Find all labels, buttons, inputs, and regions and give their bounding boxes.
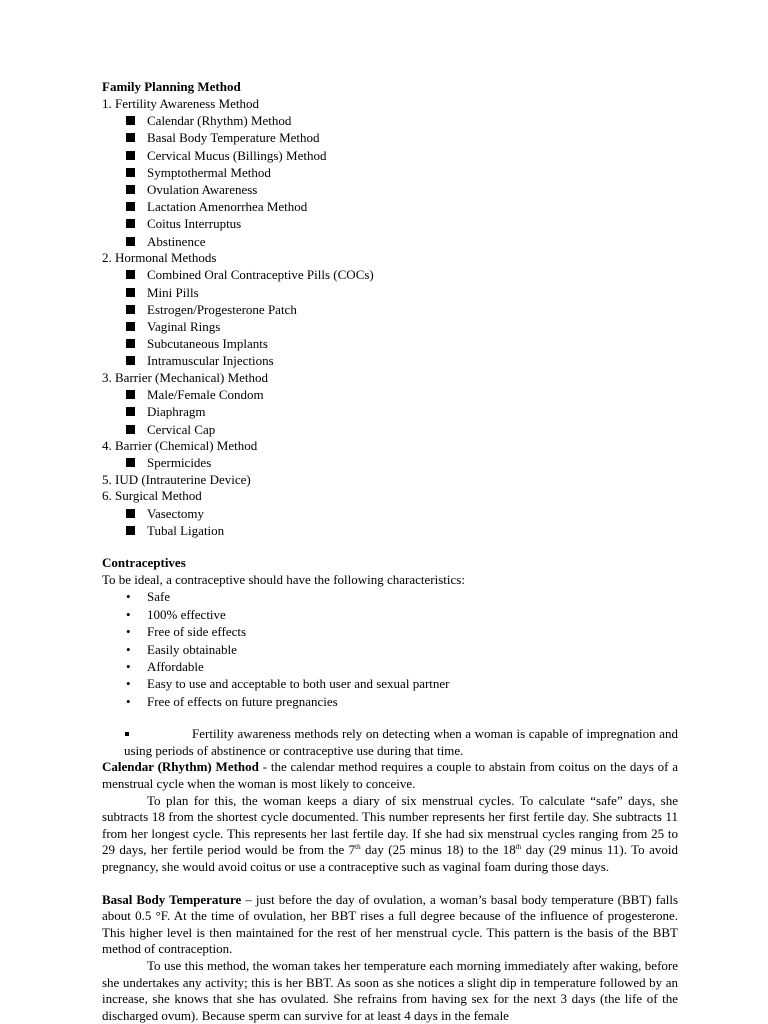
method-list [102, 505, 678, 539]
method-list [102, 266, 678, 369]
list-item: • Affordable [102, 658, 678, 675]
calendar-text-c: day (29 minus 11). To avoid pregnancy, she would avoid coitus or use a contraceptive such as vaginal foam during those days. [102, 842, 678, 874]
list-item: Tubal Ligation [102, 522, 678, 539]
calendar-text-b: day (25 minus 18) to the 18 [360, 842, 516, 858]
list-item: Vaginal Rings [102, 318, 678, 335]
list-item: • 100% effective [102, 606, 678, 623]
bbt-definition: – just before the day of ovulation, a woman’s basal body temperature (BBT) falls about 0.5 °F. At the time of ovulation, her BBT rises a full degree because of the influence of progesterone. This higher level is then maintained for the rest of her menstrual cycle. This pattern is the basis of the BBT method of contraception. [102, 891, 679, 957]
list-item: Abstinence [102, 233, 678, 250]
list-item: Basal Body Temperature Method [102, 129, 678, 146]
list-item: Combined Oral Contraceptive Pills (COCs) [102, 266, 678, 283]
list-item: Cervical Mucus (Billings) Method [102, 147, 678, 164]
bbt-paragraph-2: To use this method, the woman takes her temperature each morning immediately after waking, before she undertakes any activity; this is her BBT. As soon as she notices a slight dip in temperature followed by an increase, she knows that she has ovulated. She refrains from having sex for the next 3 days (the life of the discharged ovum). Because sperm can survive for at least 4 days in the female [102, 957, 678, 1023]
bbt-paragraph [102, 892, 678, 958]
method-groups [102, 96, 678, 540]
list-item: Male/Female Condom [102, 386, 678, 403]
document-page [102, 79, 678, 1024]
method-group-title: 4. Barrier (Chemical) Method [102, 437, 258, 453]
list-item: Symptothermal Method [102, 164, 678, 181]
list-item: Estrogen/Progesterone Patch [102, 301, 678, 318]
list-item: Mini Pills [102, 284, 678, 301]
list-item: Ovulation Awareness [102, 181, 678, 198]
method-group-title: 1. Fertility Awareness Method [102, 95, 259, 111]
method-group-title: 3. Barrier (Mechanical) Method [102, 369, 269, 385]
list-item: • Free of effects on future pregnancies [102, 693, 678, 710]
fam-intro-text: Fertility awareness methods rely on detecting when a woman is capable of impregnation and using periods of abstinence or contraceptive use during that time. [124, 726, 678, 758]
list-item: Spermicides [102, 454, 678, 471]
contraceptives-heading: Contraceptives [102, 555, 186, 571]
list-item: Calendar (Rhythm) Method [102, 112, 678, 129]
list-item: Vasectomy [102, 505, 678, 522]
list-item: Coitus Interruptus [102, 215, 678, 232]
calendar-term: Calendar (Rhythm) Method [102, 759, 259, 775]
contraceptives-list [102, 588, 678, 710]
list-item: Lactation Amenorrhea Method [102, 198, 678, 215]
square-bullet-icon [125, 732, 129, 736]
page-title: Family Planning Method [102, 79, 241, 94]
method-list [102, 386, 678, 438]
list-item: • Easily obtainable [102, 641, 678, 658]
calendar-text-a: To plan for this, the woman keeps a diary of six menstrual cycles. To calculate “safe” days, she subtracts 18 from the shortest cycle documented. This number represents her first fertile day. She subtracts 11 from her longest cycle. This represents her last fertile day. If she had six menstrual cycles ranging from 25 to 29 days, her fertile period would be from the 7 [102, 792, 678, 858]
list-item: Cervical Cap [102, 421, 678, 438]
method-list [102, 112, 678, 250]
bbt-term: Basal Body Temperature [102, 891, 242, 907]
calendar-paragraph-2 [102, 793, 678, 876]
fam-intro-paragraph [102, 726, 678, 759]
method-list [102, 454, 678, 471]
list-item: • Free of side effects [102, 623, 678, 640]
method-group-title: 5. IUD (Intrauterine Device) [102, 471, 251, 487]
calendar-paragraph [102, 759, 678, 792]
superscript-th: th [515, 843, 522, 852]
calendar-definition: - the calendar method requires a couple to abstain from coitus on the days of a menstrual cycle when the woman is most likely to conceive. [102, 759, 678, 792]
list-item: Subcutaneous Implants [102, 335, 678, 352]
list-item: • Easy to use and acceptable to both user and sexual partner [102, 675, 678, 692]
list-item: • Safe [102, 588, 678, 605]
method-group-title: 2. Hormonal Methods [102, 249, 217, 265]
list-item: Diaphragm [102, 403, 678, 420]
contraceptives-intro: To be ideal, a contraceptive should have the following characteristics: [102, 571, 465, 587]
method-group-title: 6. Surgical Method [102, 488, 202, 504]
list-item: Intramuscular Injections [102, 352, 678, 369]
superscript-th: th [355, 843, 361, 852]
